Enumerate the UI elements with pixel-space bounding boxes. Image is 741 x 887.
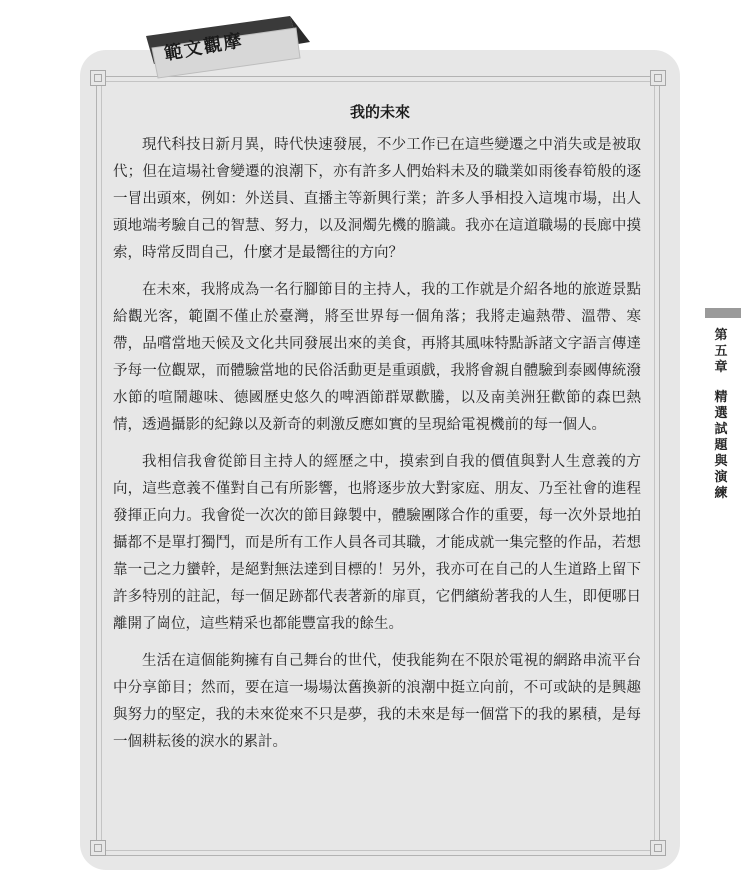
chapter-number: 第五章	[714, 328, 728, 375]
chapter-section-title: 精選試題與演練	[714, 390, 728, 501]
essay-body	[113, 132, 641, 766]
essay-paragraph: 我相信我會從節目主持人的經歷之中，摸索到自我的價值與對人生意義的方向，這些意義不僅對自己有所影響，也將逐步放大對家庭、朋友、乃至社會的進程發揮正向力。我會從一次次的節目錄製中，體驗團隊合作的重要，每一次外景地拍攝都不是單打獨鬥，而是所有工作人員各司其職，才能成就一集完整的作品，若想靠一己之力蠻幹，是絕對無法達到目標的！另外，我亦可在自己的人生道路上留下許多特別的註記，每一個足跡都代表著新的扉頁，它們繽紛著我的人生，即便哪日離開了崗位，這些精采也都能豐富我的餘生。	[113, 454, 641, 632]
frame-corner-ornament	[650, 70, 666, 86]
chapter-tab-marker	[705, 308, 741, 318]
frame-corner-ornament	[90, 840, 106, 856]
frame-corner-ornament	[650, 840, 666, 856]
essay-title: 我的未來	[349, 103, 410, 121]
essay-paragraph: 現代科技日新月異，時代快速發展，不少工作已在這些變遷之中消失或是被取代；但在這場社會變遷的浪潮下，亦有許多人們始料未及的職業如雨後春筍般的逐一冒出頭來，例如：外送員、直播主等新興行業；許多人爭相投入這塊市場，出人頭地端考驗自己的智慧、努力，以及洞燭先機的膽識。我亦在這道職場的長廊中摸索，時常反問自己，什麼才是最嚮往的方向？	[113, 137, 641, 261]
section-label: 範文觀摩	[162, 30, 246, 65]
chapter-tab	[710, 328, 732, 502]
essay-paragraph: 在未來，我將成為一名行腳節目的主持人，我的工作就是介紹各地的旅遊景點給觀光客，範圍不僅止於臺灣，將至世界每一個角落；我將走遍熱帶、溫帶、寒帶，品嚐當地天候及文化共同發展出來的美食，再將其風味特點訴諸文字語言傳達予每一位觀眾，而體驗當地的民俗活動更是重頭戲，我將會親自體驗到泰國傳統潑水節的喧鬧趣味、德國歷史悠久的啤酒節群眾歡騰，以及南美洲狂歡節的森巴熱情，透過攝影的紀錄以及新奇的刺激反應如實的呈現給電視機前的每一個人。	[113, 282, 641, 433]
essay-paragraph: 生活在這個能夠擁有自己舞台的世代，使我能夠在不限於電視的網路串流平台中分享節目；然而，要在這一場場汰舊換新的浪潮中挺立向前，不可或缺的是興趣與努力的堅定，我的未來從來不只是夢，我的未來是每一個當下的我的累積，是每一個耕耘後的淚水的累計。	[113, 653, 641, 750]
frame-corner-ornament	[90, 70, 106, 86]
